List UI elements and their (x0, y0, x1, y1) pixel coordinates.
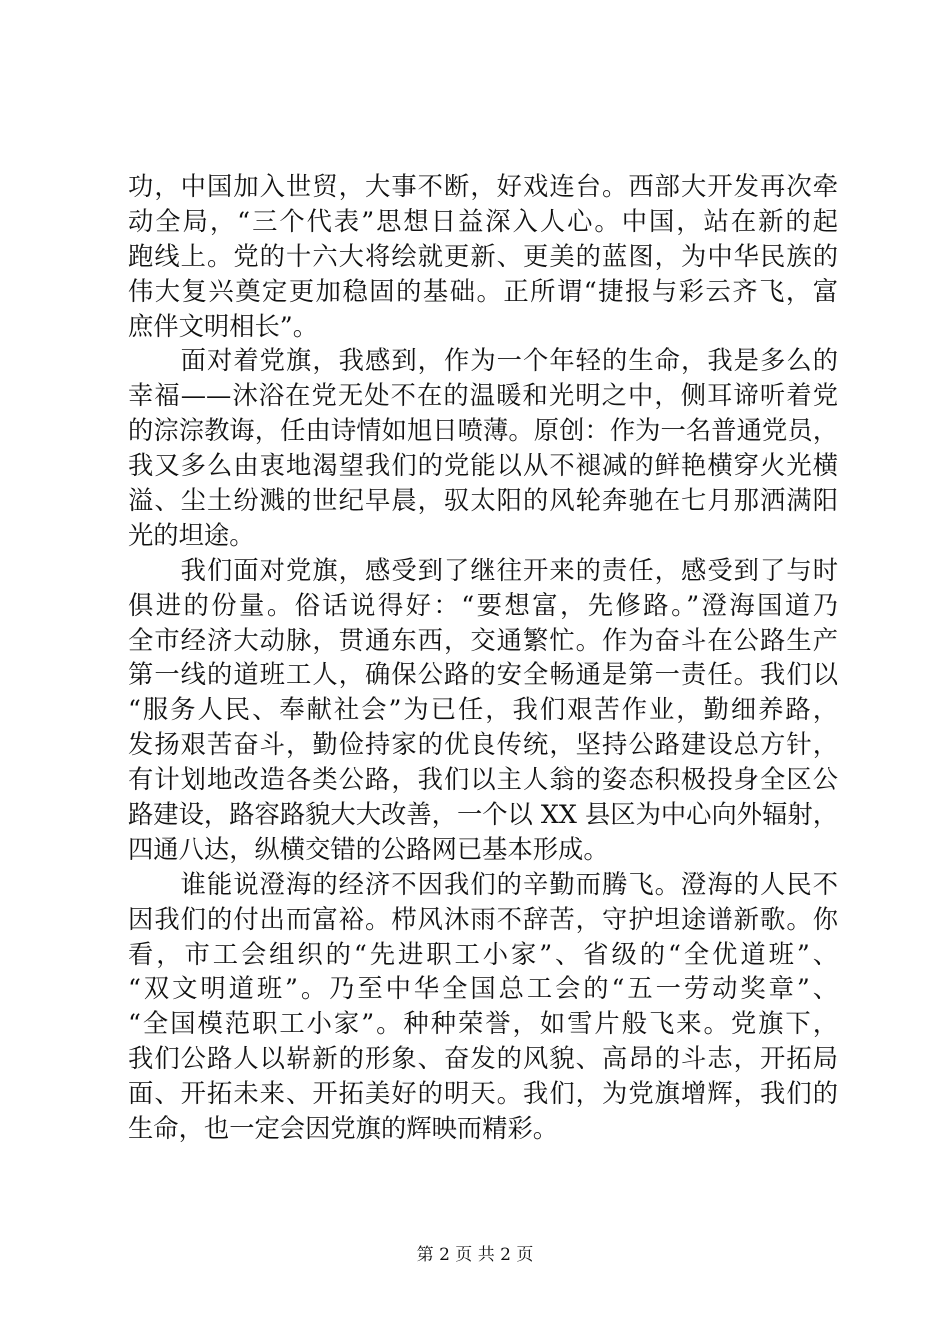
text-line: 谁能说澄海的经济不因我们的辛勤而腾飞。澄海的人民不 (128, 869, 838, 899)
text-line: 动全局，“三个代表”思想日益深入人心。中国，站在新的起 (128, 206, 838, 236)
text-line: 第一线的道班工人，确保公路的安全畅通是第一责任。我们以 (128, 660, 838, 690)
text-line: 看，市工会组织的“先进职工小家”、省级的“全优道班”、 (128, 939, 838, 969)
text-line: 的淙淙教诲，任由诗情如旭日喷薄。原创：作为一名普通党员， (128, 416, 838, 446)
text-line: 我们公路人以崭新的形象、奋发的风貌、高昂的斗志，开拓局 (128, 1044, 838, 1074)
text-line: 我们面对党旗，感受到了继往开来的责任，感受到了与时 (128, 555, 838, 585)
body-text (128, 170, 838, 1147)
text-line: 生命，也一定会因党旗的辉映而精彩。 (128, 1114, 559, 1144)
text-line: 因我们的付出而富裕。栉风沐雨不辞苦，守护坦途谱新歌。你 (128, 904, 838, 934)
text-line: 发扬艰苦奋斗，勤俭持家的优良传统，坚持公路建设总方针， (128, 730, 838, 760)
text-line: “服务人民、奉献社会”为已任，我们艰苦作业，勤细养路， (128, 695, 838, 725)
text-line: 四通八达，纵横交错的公路网已基本形成。 (128, 834, 609, 864)
text-line: 光的坦途。 (128, 520, 255, 550)
text-line: 全市经济大动脉，贯通东西，交通繁忙。作为奋斗在公路生产 (128, 625, 838, 655)
text-line: 有计划地改造各类公路，我们以主人翁的姿态积极投身全区公 (128, 765, 838, 795)
text-line: 溢、尘土纷溅的世纪早晨，驭太阳的风轮奔驰在七月那洒满阳 (128, 486, 838, 516)
text-line: 伟大复兴奠定更加稳固的基础。正所谓“捷报与彩云齐飞，富 (128, 276, 838, 306)
text-line: 面、开拓未来、开拓美好的明天。我们，为党旗增辉，我们的 (128, 1079, 838, 1109)
text-line: 跑线上。党的十六大将绘就更新、更美的蓝图，为中华民族的 (128, 241, 838, 271)
text-line: 路建设，路容路貌大大改善，一个以 XX 县区为中心向外辐射， (128, 800, 838, 830)
text-line: 庶伴文明相长”。 (128, 311, 319, 341)
text-line: 俱进的份量。俗话说得好：“要想富，先修路。”澄海国道乃 (128, 590, 838, 620)
text-line: 功，中国加入世贸，大事不断，好戏连台。西部大开发再次牵 (128, 172, 838, 201)
text-line: 我又多么由衷地渴望我们的党能以从不褪减的鲜艳横穿火光横 (128, 451, 838, 481)
page-footer: 第 2 页 共 2 页 (416, 1245, 534, 1265)
text-line: “全国模范职工小家”。种种荣誉，如雪片般飞来。党旗下， (128, 1009, 838, 1039)
text-line: “双文明道班”。乃至中华全国总工会的“五一劳动奖章”、 (128, 974, 838, 1004)
text-line: 面对着党旗，我感到，作为一个年轻的生命，我是多么的 (128, 346, 838, 376)
text-line: 幸福——沐浴在党无处不在的温暖和光明之中，侧耳谛听着党 (128, 381, 838, 411)
